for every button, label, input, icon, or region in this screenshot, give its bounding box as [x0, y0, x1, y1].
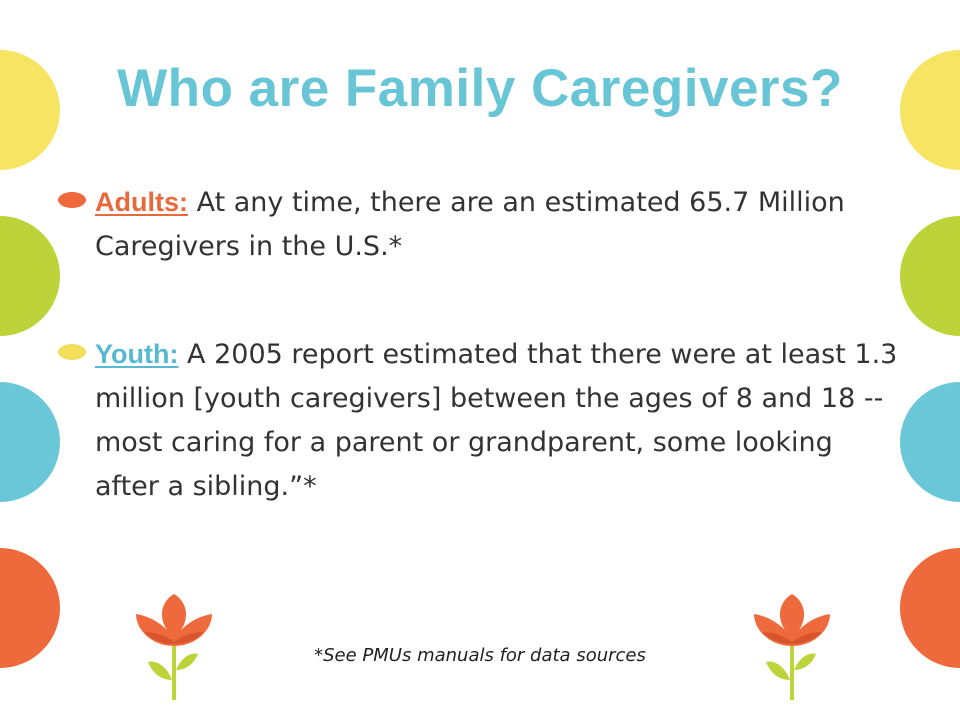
- decor-circle-green-right: [900, 216, 960, 336]
- decor-circle-blue-left: [0, 382, 60, 502]
- footnote: *See PMUs manuals for data sources: [314, 645, 646, 666]
- bullet-adults: [58, 180, 898, 269]
- bullet-dot-icon: [58, 192, 86, 208]
- bullet-youth-text: [95, 332, 898, 509]
- slide-title: Who are Family Caregivers?: [117, 59, 843, 118]
- bullet-adults-text: [95, 180, 898, 269]
- decor-circle-blue-right: [900, 382, 960, 502]
- tulip-flower-icon: [744, 588, 840, 700]
- bullet-youth: [58, 332, 898, 509]
- bullet-adults-label: Adults:: [95, 187, 188, 217]
- bullet-youth-body: A 2005 report estimated that there were at least 1.3 million [youth caregivers] between the ages of 8 and 18 -- most caring for a parent or grandparent, some looking after a sibling.”*: [95, 339, 898, 502]
- bullet-adults-body: At any time, there are an estimated 65.7 Million Caregivers in the U.S.*: [95, 187, 845, 262]
- bullet-dot-icon: [58, 344, 86, 360]
- decor-circle-green-left: [0, 216, 60, 336]
- bullet-youth-label: Youth:: [95, 339, 179, 369]
- tulip-flower-icon: [126, 588, 222, 700]
